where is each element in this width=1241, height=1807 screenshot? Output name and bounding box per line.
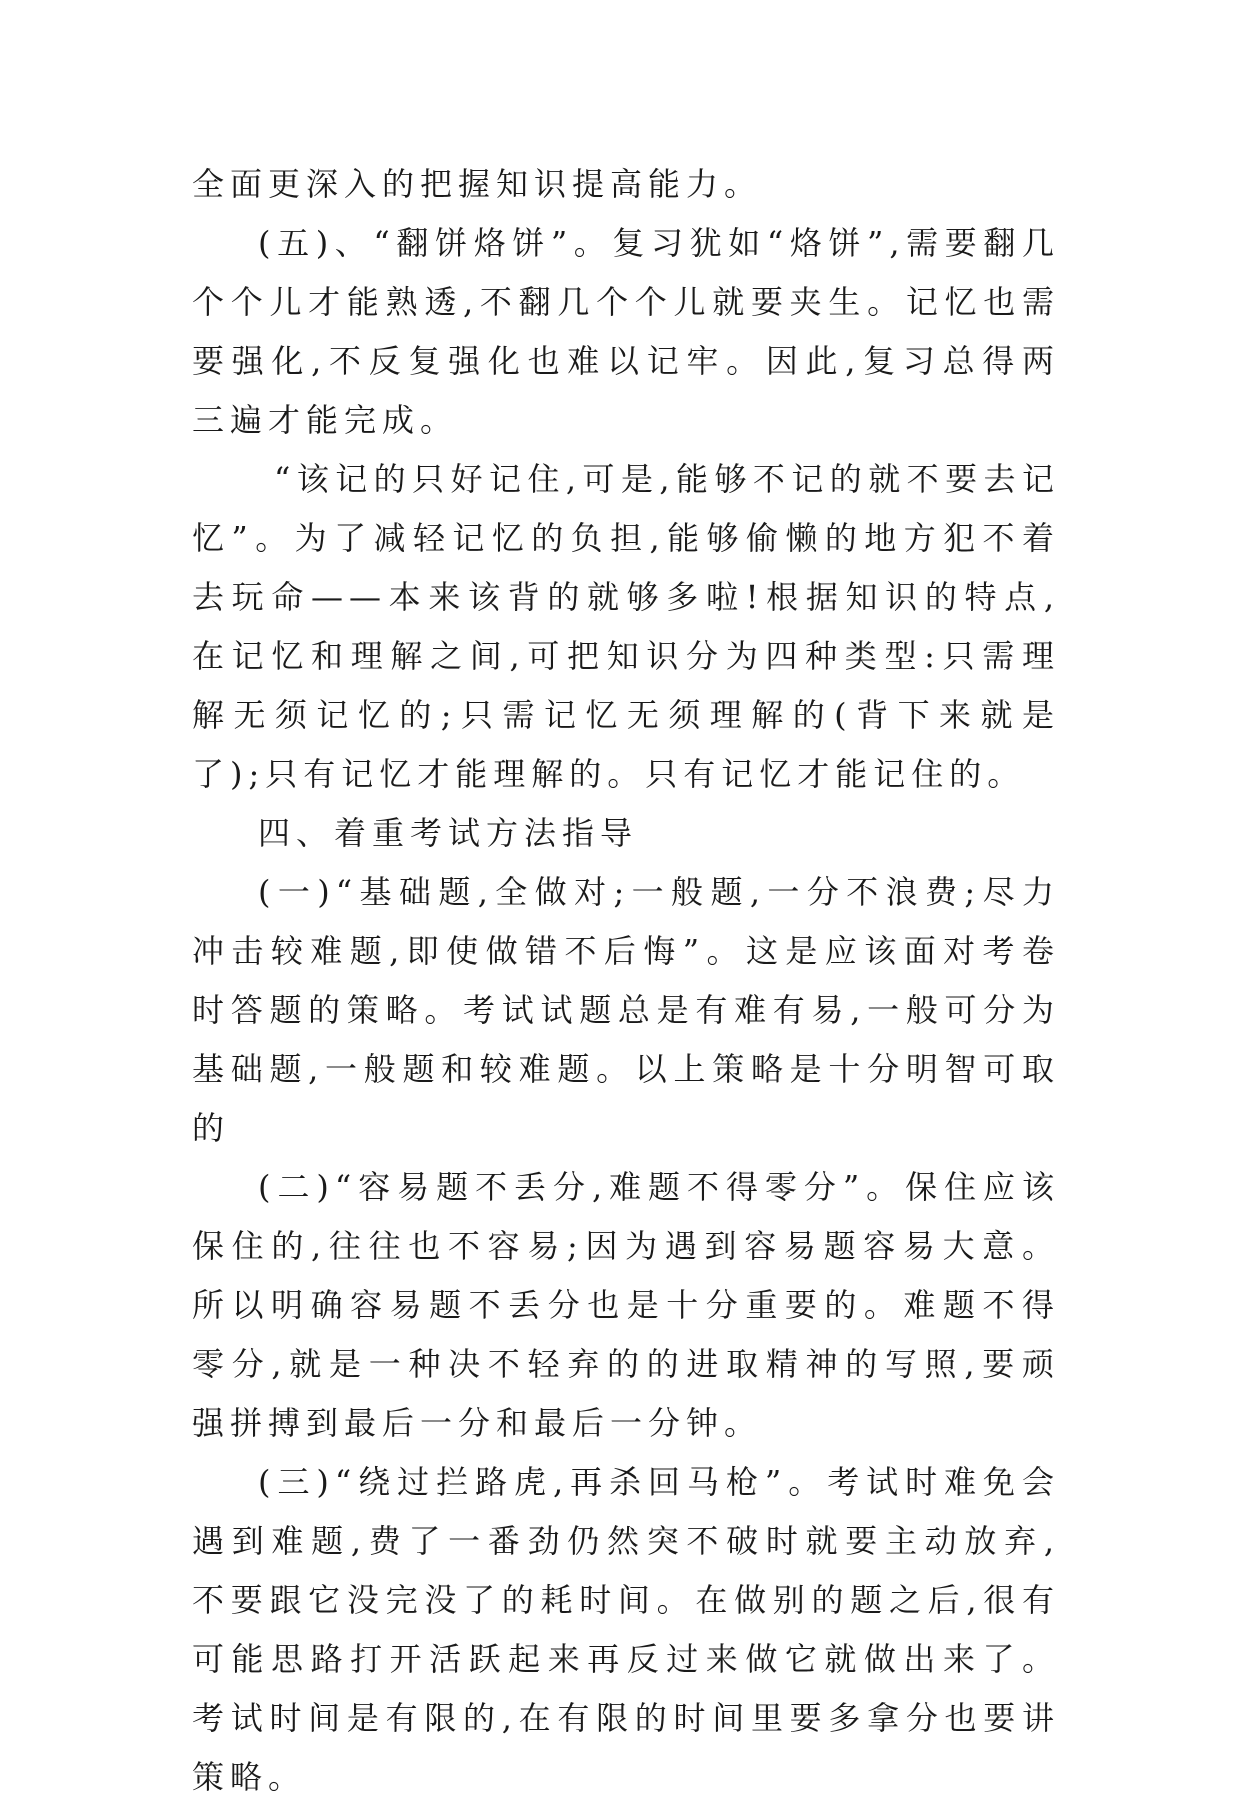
paragraph-flip-pancake: (五)、“翻饼烙饼”。复习犹如“烙饼”,需要翻几个个儿才能熟透,不翻几个个儿就要夹生。记忆也需要强化,不反复强化也难以记牢。因此,复习总得两三遍才能完成。 (192, 224, 1060, 439)
paragraph-continuation: 全面更深入的把握知识提高能力。 (192, 165, 763, 203)
document-body (192, 155, 1060, 1807)
paragraph-memory-quote: “该记的只好记住,可是,能够不记的就不要去记忆”。为了减轻记忆的负担,能够偷懒的地方犯不着去玩命——本来该背的就够多啦!根据知识的特点,在记忆和理解之间,可把知识分为四种类型:只需理解无须记忆的;只需记忆无须理解的(背下来就是了);只有记忆才能理解的。只有记忆才能记住的。 (192, 460, 1060, 793)
paragraph-strategy-three: (三)“绕过拦路虎,再杀回马枪”。考试时难免会遇到难题,费了一番劲仍然突不破时就要主动放弃,不要跟它没完没了的耗时间。在做别的题之后,很有可能思路打开活跃起来再反过来做它就做出来了。考试时间是有限的,在有限的时间里要多拿分也要讲策略。 (192, 1463, 1060, 1796)
section-heading-exam-methods: 四、着重考试方法指导 (258, 814, 639, 852)
paragraph-strategy-one: (一)“基础题,全做对;一般题,一分不浪费;尽力冲击较难题,即使做错不后悔”。这是应该面对考卷时答题的策略。考试试题总是有难有易,一般可分为基础题,一般题和较难题。以上策略是十分明智可取的 (192, 873, 1060, 1147)
paragraph-strategy-two: (二)“容易题不丢分,难题不得零分”。保住应该保住的,往往也不容易;因为遇到容易题容易大意。所以明确容易题不丢分也是十分重要的。难题不得零分,就是一种决不轻弃的的进取精神的写照,要顽强拼搏到最后一分和最后一分钟。 (192, 1168, 1060, 1442)
